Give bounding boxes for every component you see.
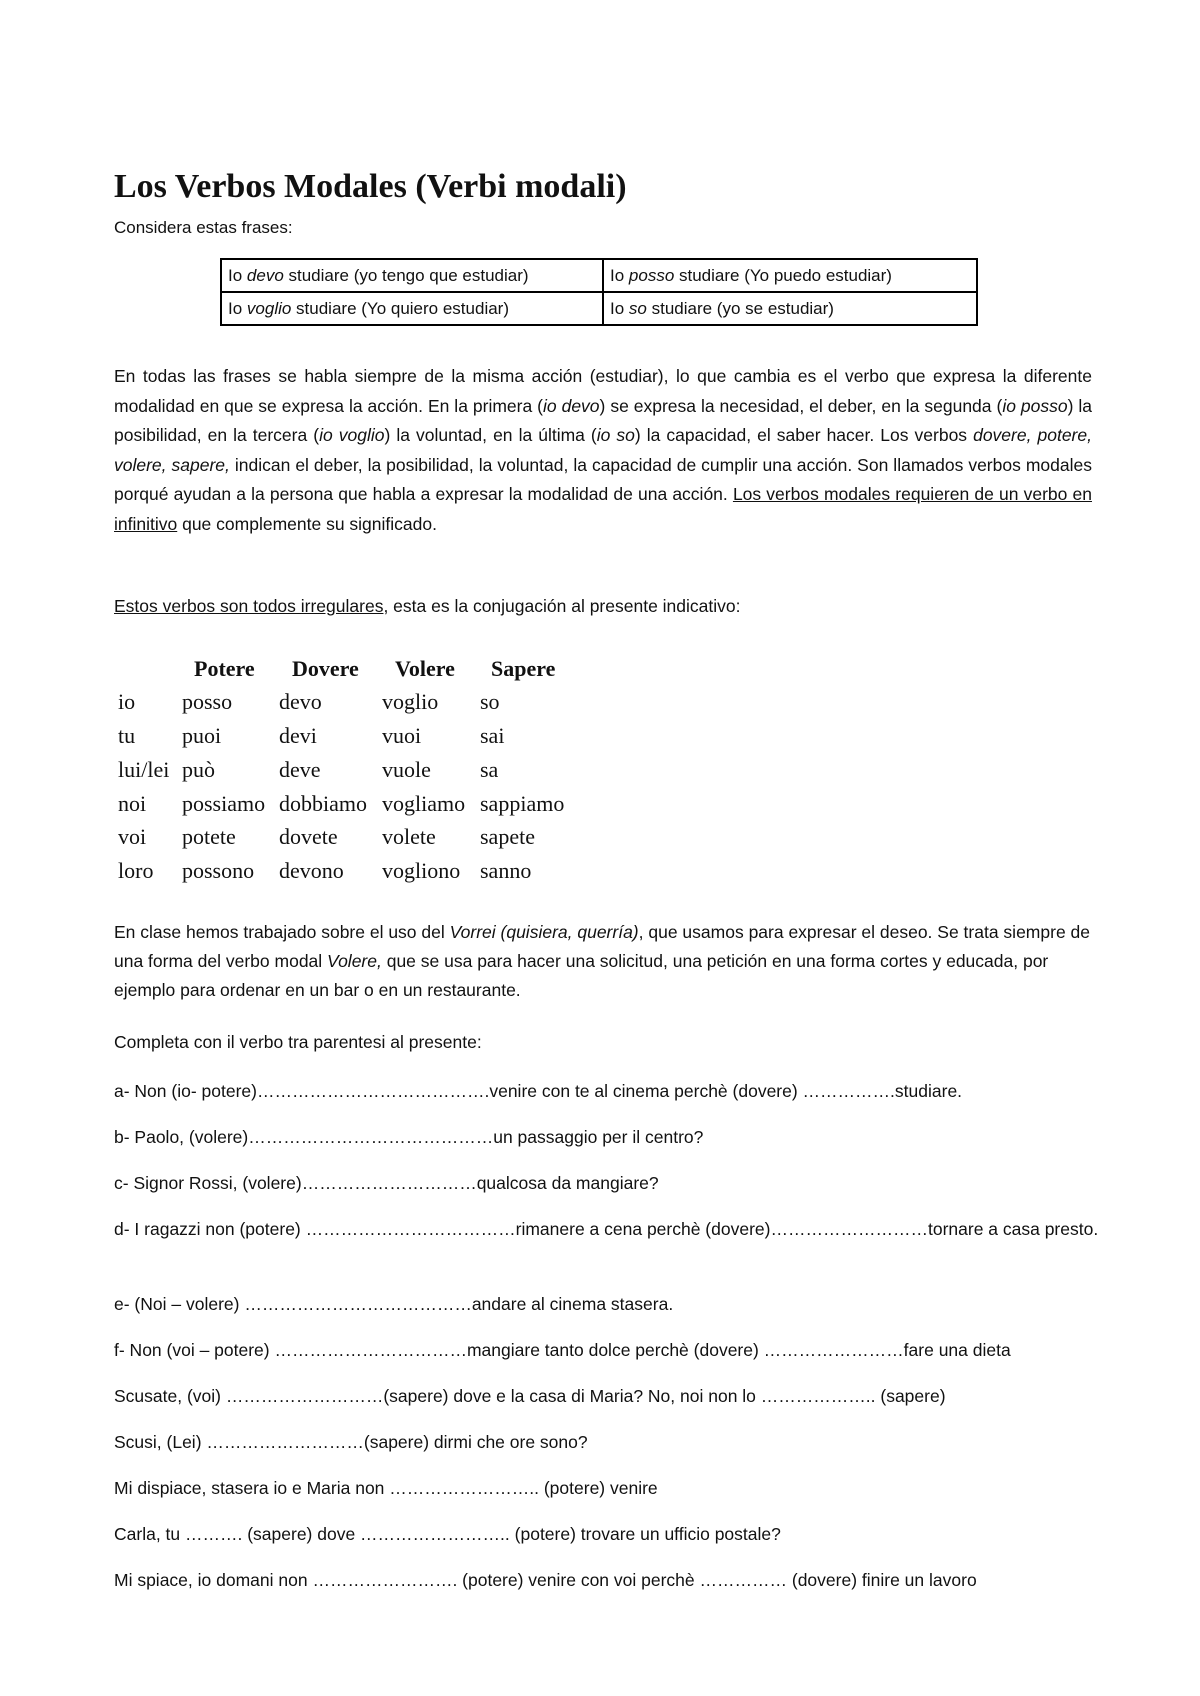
text: ) la posibilidad, en la tercera ( <box>114 395 1093 445</box>
exercise-item: Scusi, (Lei) ………………………(sapere) dirmi che ore sono? <box>114 1432 588 1452</box>
verb-form: voglio <box>382 689 439 714</box>
column-header: Dovere <box>292 656 359 681</box>
text: , esta es la conjugación al presente indicativo: <box>383 596 741 616</box>
text: , que usamos para expresar el deseo. Se trata siempre de una forma del verbo modal <box>114 922 1091 971</box>
cell-verb: voglio <box>246 298 292 318</box>
exercise-item: Carla, tu ………. (sapere) dove …………………….. (potere) trovare un ufficio postale? <box>114 1524 781 1544</box>
italic-text: io so <box>596 425 635 445</box>
table-cell <box>221 259 603 292</box>
examples-table <box>220 258 978 326</box>
italic-text: io devo <box>543 395 600 416</box>
verb-form: sa <box>480 757 499 782</box>
cell-text: Io <box>228 298 247 318</box>
exercise-item: Scusate, (voi) ………………………(sapere) dove e la casa di Maria? No, noi non lo ……………….. (sapere) <box>114 1386 946 1406</box>
table-cell <box>603 259 977 292</box>
verb-form: vuoi <box>382 723 422 748</box>
cell-text: studiare (yo tengo que estudiar) <box>283 265 529 285</box>
verb-form: dovete <box>279 824 338 849</box>
verb-form: possiamo <box>182 791 266 816</box>
verb-form: puoi <box>182 723 222 748</box>
italic-text: dovere, potere, volere, sapere, <box>114 425 1092 475</box>
verb-form: deve <box>279 757 321 782</box>
cell-text: Io <box>610 298 629 318</box>
verb-form: so <box>480 689 500 714</box>
verb-form: volete <box>382 824 436 849</box>
exercise-item: a- Non (io- potere)………………………………….venire con te al cinema perchè (dovere) …………….studiare. <box>114 1081 963 1101</box>
column-header: Volere <box>395 656 455 681</box>
table-cell <box>603 292 977 325</box>
verb-form: devono <box>279 858 344 883</box>
verb-form: sappiamo <box>480 791 565 816</box>
cell-verb: posso <box>628 265 675 285</box>
text: indican el deber, la posibilidad, la voluntad, la capacidad de cumplir una acción. Son llamados verbos modales porqué ayudan a la persona que habla a expresar la modalidad de una acción. <box>114 454 1092 504</box>
paragraph-vorrei <box>114 918 1104 1005</box>
verb-form: dobbiamo <box>279 791 367 816</box>
exercise-item: f- Non (voi – potere) ……………………………mangiare tanto dolce perchè (dovere) ……………………fare una dieta <box>114 1340 1011 1360</box>
cell-text: Io <box>228 265 247 285</box>
verb-form: vogliono <box>382 858 461 883</box>
italic-text: io voglio <box>319 425 385 445</box>
verb-form: vuole <box>382 757 431 782</box>
text: En todas las frases se habla siempre de la misma acción (estudiar), lo que cambia es el verbo que expresa la diferente modalidad en que se expresa la acción. En la primera ( <box>114 366 1092 416</box>
verb-form: sapete <box>480 824 535 849</box>
cell-text: studiare (Yo puedo estudiar) <box>674 265 892 285</box>
cell-text: studiare (yo se estudiar) <box>646 298 834 318</box>
italic-text: Vorrei (quisiera, querría) <box>449 922 639 942</box>
text: que se usa para hacer una solicitud, una petición en una forma cortes y educada, por ejemplo para ordenar en un bar o en un restaurante. <box>114 951 1049 1000</box>
underlined-text: Estos verbos son todos irregulares <box>114 596 384 616</box>
table-row <box>221 259 977 292</box>
column-header: Potere <box>194 656 255 681</box>
verb-form: devo <box>279 689 322 714</box>
cell-text: Io <box>610 265 629 285</box>
underlined-text: Los verbos modales requieren de un verbo en infinitivo <box>114 484 1092 534</box>
text: ) se expresa la necesidad, el deber, en la segunda ( <box>599 395 1003 416</box>
verb-form: vogliamo <box>382 791 466 816</box>
paragraph-irregular <box>114 596 740 617</box>
verb-form: sanno <box>480 858 532 883</box>
text: ) la voluntad, en la última ( <box>384 425 597 445</box>
italic-text: io posso <box>1002 395 1068 416</box>
pronoun: voi <box>118 824 147 849</box>
pronoun: loro <box>118 858 154 883</box>
exercise-item: Mi spiace, io domani non ……………………. (potere) venire con voi perchè …………… (dovere) finire un lavoro <box>114 1570 977 1590</box>
exercise-item: c- Signor Rossi, (volere)…………………………qualcosa da mangiare? <box>114 1173 659 1193</box>
exercise-item: e- (Noi – volere) …………………………………andare al cinema stasera. <box>114 1294 674 1314</box>
exercise-instructions: Completa con il verbo tra parentesi al presente: <box>114 1032 482 1052</box>
exercise-item: d- I ragazzi non (potere) ………………………………rimanere a cena perchè (dovere)………………………tornare a casa presto. <box>114 1219 1099 1239</box>
pronoun: tu <box>118 723 136 748</box>
table-row <box>221 292 977 325</box>
exercise-item: Mi dispiace, stasera io e Maria non …………………….. (potere) venire <box>114 1478 658 1498</box>
italic-text: Volere, <box>327 951 382 971</box>
cell-verb: devo <box>246 265 284 285</box>
text: que complemente su significado. <box>177 513 437 534</box>
column-header: Sapere <box>491 656 556 681</box>
pronoun: lui/lei <box>118 757 170 782</box>
page-title: Los Verbos Modales (Verbi modali) <box>114 168 627 205</box>
pronoun: io <box>118 689 136 714</box>
text: En clase hemos trabajado sobre el uso del <box>114 922 450 942</box>
paragraph-explanation <box>114 362 1092 539</box>
text: ) la capacidad, el saber hacer. Los verbos <box>634 425 974 445</box>
pronoun: noi <box>118 791 147 816</box>
verb-form: posso <box>182 689 233 714</box>
subtitle: Considera estas frases: <box>114 218 293 237</box>
verb-form: sai <box>480 723 505 748</box>
verb-form: devi <box>279 723 317 748</box>
cell-verb: so <box>628 298 647 318</box>
table-cell <box>221 292 603 325</box>
verb-form: potete <box>182 824 236 849</box>
cell-text: studiare (Yo quiero estudiar) <box>291 298 509 318</box>
verb-form: possono <box>182 858 255 883</box>
exercise-item: b- Paolo, (volere)……………………………………un passaggio per il centro? <box>114 1127 704 1147</box>
verb-form: può <box>182 757 215 782</box>
